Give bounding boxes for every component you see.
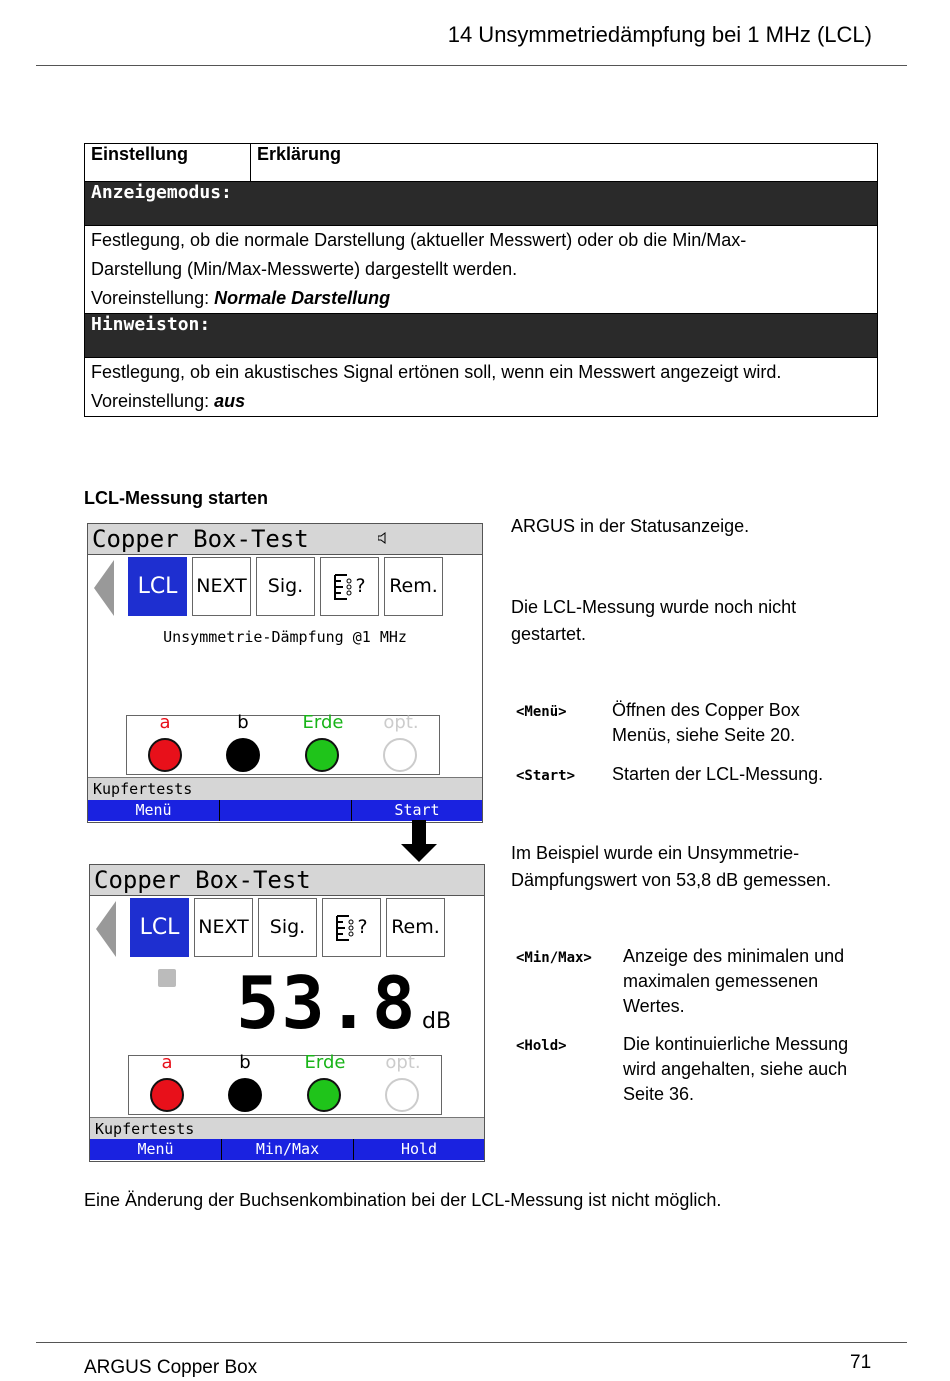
tab-sig[interactable]: Sig.	[258, 898, 317, 957]
desc-line: Festlegung, ob die normale Darstellung (aktueller Messwert) oder ob die Min/Max-	[91, 230, 747, 250]
text-line: gestartet.	[511, 624, 587, 644]
text-line: Im Beispiel wurde ein Unsymmetrie-	[511, 843, 800, 863]
measured-value: 53.8	[236, 961, 418, 1045]
jack-opt-icon	[385, 1078, 419, 1112]
screen-title: Copper Box-Test	[92, 525, 309, 553]
setting-desc-display-mode	[85, 226, 878, 314]
col-header-setting: Einstellung	[85, 144, 251, 182]
note-paragraph: Eine Änderung der Buchsenkombination bei der LCL-Messung ist nicht möglich.	[84, 1190, 722, 1210]
jack-label-erde: Erde	[304, 1052, 346, 1073]
list-help-icon	[333, 572, 355, 602]
col-header-explanation: Erklärung	[251, 144, 878, 182]
key-start-desc: Starten der LCL-Messung.	[612, 764, 824, 784]
section-title: LCL-Messung starten	[84, 488, 269, 508]
status-text: Kupfertests	[95, 1120, 195, 1138]
status-line	[88, 777, 482, 800]
default-value: aus	[214, 391, 246, 411]
device-screen-2	[89, 864, 485, 1162]
left-arrow-icon[interactable]	[94, 560, 114, 616]
setting-name-display-mode: Anzeigemodus:	[85, 182, 878, 226]
down-arrow-icon	[401, 820, 437, 862]
status-paragraph: ARGUS in der Statusanzeige.	[511, 516, 750, 536]
left-arrow-icon[interactable]	[96, 901, 116, 957]
text-line: Seite 36.	[623, 1084, 695, 1104]
not-started-paragraph	[511, 594, 796, 648]
text-line: Wertes.	[623, 996, 685, 1016]
jack-b-icon	[226, 738, 260, 772]
text-line: Die kontinuierliche Messung	[623, 1034, 849, 1054]
softkey-menu[interactable]: Menü	[137, 1140, 174, 1158]
text-line: maximalen gemessenen	[623, 971, 819, 991]
default-label: Voreinstellung:	[91, 288, 215, 308]
default-label: Voreinstellung:	[91, 391, 215, 411]
setting-name-beep: Hinweiston:	[85, 314, 878, 358]
key-menu: <Menü>	[516, 704, 567, 720]
jack-opt-icon	[383, 738, 417, 772]
tab-rem[interactable]: Rem.	[384, 557, 443, 616]
desc-line: Darstellung (Min/Max-Messwerte) dargestellt werden.	[91, 259, 518, 279]
tab-lcl[interactable]: LCL	[128, 557, 187, 616]
tab-next[interactable]: NEXT	[194, 898, 253, 957]
softkey-minmax[interactable]: Min/Max	[255, 1140, 320, 1158]
key-hold: <Hold>	[516, 1038, 567, 1054]
screen-titlebar	[90, 865, 484, 896]
text-line: Die LCL-Messung wurde noch nicht	[511, 597, 797, 617]
tab-help[interactable]	[320, 557, 379, 616]
jack-panel	[126, 712, 440, 775]
key-minmax: <Min/Max>	[516, 950, 592, 966]
settings-table	[84, 143, 878, 417]
tab-help-label: ?	[355, 575, 366, 597]
tab-help-label: ?	[357, 916, 368, 938]
softkey-bar	[88, 800, 482, 821]
jack-label-a: a	[161, 1052, 173, 1073]
header-rule	[36, 65, 907, 66]
softkey-hold[interactable]: Hold	[400, 1140, 438, 1158]
device-screen-1	[87, 523, 483, 823]
screen-titlebar	[88, 524, 482, 555]
jack-b-icon	[228, 1078, 262, 1112]
measured-unit: dB	[422, 1009, 452, 1034]
page-header-title: 14 Unsymmetriedämpfung bei 1 MHz (LCL)	[447, 22, 872, 47]
jack-label-opt: opt.	[385, 1052, 421, 1073]
text-line: wird angehalten, siehe auch	[623, 1059, 848, 1079]
tab-sig[interactable]: Sig.	[256, 557, 315, 616]
text-line: Öffnen des Copper Box	[612, 700, 800, 720]
speaker-icon	[378, 532, 388, 544]
text-line: Anzeige des minimalen und	[623, 946, 845, 966]
footer-rule	[36, 1342, 907, 1343]
measurement-subtitle: Unsymmetrie-Dämpfung @1 MHz	[163, 628, 407, 646]
screen-title: Copper Box-Test	[94, 866, 311, 894]
list-help-icon	[335, 913, 357, 943]
note-icon	[158, 969, 176, 987]
tab-next[interactable]: NEXT	[192, 557, 251, 616]
text-line: Menüs, siehe Seite 20.	[612, 725, 796, 745]
softkey-menu[interactable]: Menü	[135, 801, 172, 819]
softkey-start[interactable]: Start	[394, 801, 440, 819]
page-number: 71	[850, 1352, 872, 1373]
jack-a-icon	[148, 738, 182, 772]
jack-label-b: b	[239, 1052, 251, 1073]
softkey-empty[interactable]	[220, 800, 351, 821]
tab-rem[interactable]: Rem.	[386, 898, 445, 957]
jack-label-b: b	[237, 712, 249, 733]
footer-product: ARGUS Copper Box	[84, 1357, 258, 1378]
tab-lcl[interactable]: LCL	[130, 898, 189, 957]
softkey-bar	[90, 1139, 484, 1160]
example-paragraph	[511, 840, 831, 894]
key-start: <Start>	[516, 768, 576, 784]
jack-erde-icon	[305, 738, 339, 772]
setting-desc-beep	[85, 358, 878, 417]
default-value: Normale Darstellung	[214, 288, 391, 308]
jack-label-opt: opt.	[383, 712, 419, 733]
desc-line: Festlegung, ob ein akustisches Signal ertönen soll, wenn ein Messwert angezeigt wird.	[91, 362, 782, 382]
jack-a-icon	[150, 1078, 184, 1112]
tab-help[interactable]	[322, 898, 381, 957]
jack-label-erde: Erde	[302, 712, 344, 733]
status-line	[90, 1117, 484, 1140]
jack-erde-icon	[307, 1078, 341, 1112]
text-line: Dämpfungswert von 53,8 dB gemessen.	[511, 870, 832, 890]
jack-label-a: a	[159, 712, 171, 733]
status-text: Kupfertests	[93, 780, 193, 798]
jack-panel	[128, 1052, 442, 1115]
key-hold-desc	[623, 1032, 848, 1107]
key-minmax-desc	[623, 944, 844, 1019]
key-menu-desc	[612, 698, 800, 748]
